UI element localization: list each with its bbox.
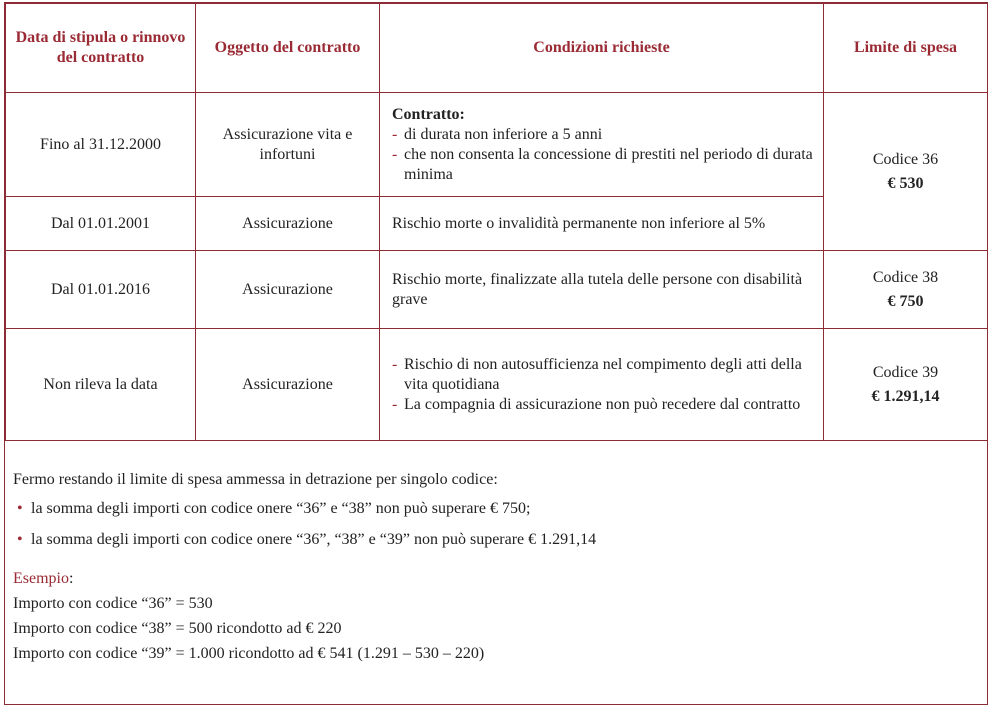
limit-amount: € 750	[887, 292, 924, 310]
header-date: Data di stipula o rinnovo del contratto	[6, 4, 196, 93]
row-date: Fino al 31.12.2000	[6, 93, 196, 197]
row-object: Assicurazione	[196, 329, 380, 441]
row-date: Dal 01.01.2001	[6, 197, 196, 251]
notes-intro: Fermo restando il limite di spesa ammessa in detrazione per singolo codice:	[13, 471, 498, 488]
limit-cell-36	[824, 93, 988, 251]
row-conditions	[380, 329, 824, 441]
document-frame	[4, 2, 988, 705]
conditions-list	[392, 125, 813, 185]
row-object: Assicurazione	[196, 251, 380, 329]
esempio-heading	[13, 566, 987, 591]
esempio-line: Importo con codice “36” = 530	[13, 595, 213, 612]
esempio-title: Esempio	[13, 570, 69, 587]
row-object: Assicurazione	[196, 197, 380, 251]
condition-item: - Rischio di non autosufficienza nel compimento degli atti della vita quotidiana	[392, 355, 813, 395]
header-object: Oggetto del contratto	[196, 4, 380, 93]
table-header-row	[6, 4, 988, 93]
esempio-colon: :	[69, 570, 74, 587]
table-row	[6, 251, 988, 329]
esempio-line: Importo con codice “39” = 1.000 ricondotto ad € 541 (1.291 – 530 – 220)	[13, 645, 485, 662]
table-row	[6, 93, 988, 197]
row-conditions: Rischio morte, finalizzate alla tutela delle persone con disabilità grave	[380, 251, 824, 329]
limit-code: Codice 36	[872, 150, 939, 168]
header-limit: Limite di spesa	[824, 4, 988, 93]
header-conditions: Condizioni richieste	[380, 4, 824, 93]
conditions-title: Contratto:	[392, 105, 465, 123]
row-date: Non rileva la data	[6, 329, 196, 441]
row-conditions	[380, 93, 824, 197]
notes-bullets	[13, 496, 987, 552]
condition-item: - La compagnia di assicurazione non può recedere dal contratto	[392, 395, 813, 415]
condition-item: - che non consenta la concessione di prestiti nel periodo di durata minima	[392, 145, 813, 185]
notes-bullet: • la somma degli importi con codice onere “36” e “38” non può superare € 750;	[13, 496, 987, 521]
limit-amount: € 1.291,14	[871, 387, 940, 405]
row-object: Assicurazione vita e infortuni	[196, 93, 380, 197]
limit-amount: € 530	[887, 174, 924, 192]
limit-code: Codice 38	[872, 268, 939, 286]
notes-section	[5, 441, 987, 666]
limit-code: Codice 39	[872, 363, 939, 381]
conditions-list	[392, 355, 813, 415]
table-row	[6, 329, 988, 441]
row-conditions: Rischio morte o invalidità permanente non inferiore al 5%	[380, 197, 824, 251]
condition-item: - di durata non inferiore a 5 anni	[392, 125, 813, 145]
limit-cell-39	[824, 329, 988, 441]
notes-bullet: • la somma degli importi con codice onere “36”, “38” e “39” non può superare € 1.291,14	[13, 527, 987, 552]
limit-cell-38	[824, 251, 988, 329]
row-date: Dal 01.01.2016	[6, 251, 196, 329]
insurance-table	[5, 3, 988, 441]
esempio-line: Importo con codice “38” = 500 ricondotto ad € 220	[13, 620, 342, 637]
